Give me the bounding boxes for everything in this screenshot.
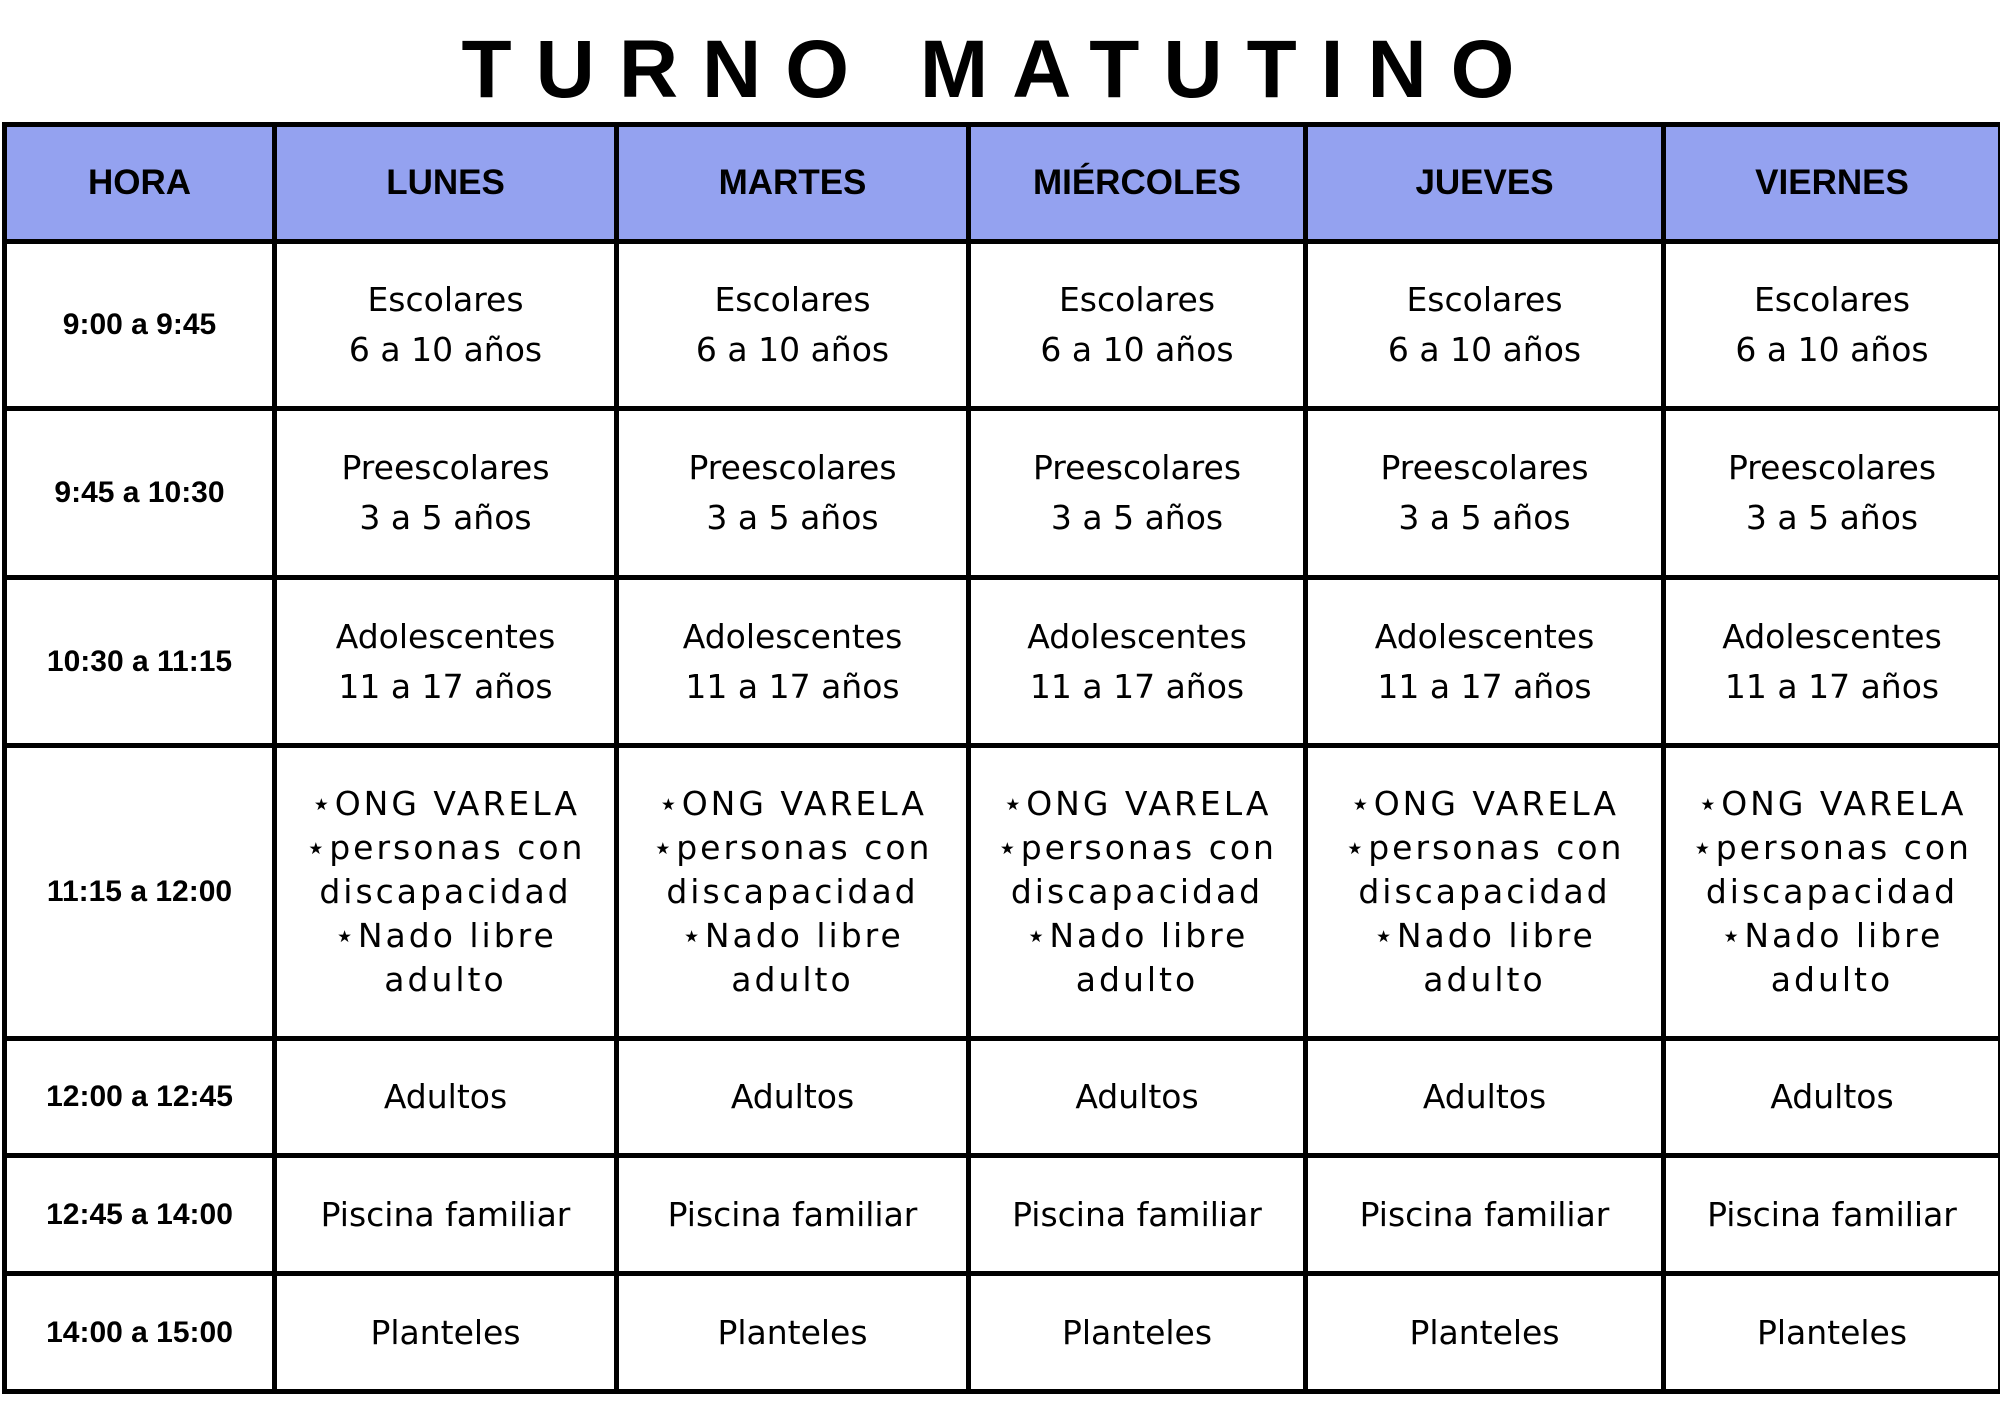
header-martes: MARTES <box>617 125 969 242</box>
activity-cell-martes <box>617 1274 969 1392</box>
activity-line: Escolares <box>714 280 871 319</box>
activity-cell-martes <box>617 242 969 409</box>
activity-line: Adultos <box>730 1077 855 1116</box>
activity-line: ⋆personas con <box>1692 828 1972 867</box>
activity-line: adulto <box>1770 960 1894 999</box>
activity-cell-jueves <box>1306 578 1664 746</box>
activity-line: 6 a 10 años <box>1387 330 1582 369</box>
header-miercoles: MIÉRCOLES <box>969 125 1306 242</box>
activity-cell-viernes <box>1664 409 2000 578</box>
activity-cell-martes <box>617 409 969 578</box>
activity-line: discapacidad <box>319 872 572 911</box>
header-viernes: VIERNES <box>1664 125 2000 242</box>
activity-line: 3 a 5 años <box>706 498 879 537</box>
activity-line: 3 a 5 años <box>1745 498 1919 537</box>
activity-line: Escolares <box>367 280 524 319</box>
table-row <box>5 242 2000 409</box>
activity-line: 11 a 17 años <box>1029 666 1245 706</box>
activity-line: Escolares <box>1058 280 1216 319</box>
hora-cell: 14:00 a 15:00 <box>5 1274 275 1392</box>
activity-line: Adultos <box>1770 1077 1894 1116</box>
activity-cell-miercoles <box>969 1274 1306 1392</box>
activity-line: Preescolares <box>1727 448 1937 487</box>
activity-line: 6 a 10 años <box>695 330 890 369</box>
activity-line: 11 a 17 años <box>1724 666 1940 706</box>
activity-cell-lunes <box>275 746 617 1039</box>
activity-line: Planteles <box>1756 1312 1908 1352</box>
page-title: TURNO MATUTINO <box>461 24 1539 115</box>
activity-line: 11 a 17 años <box>685 666 900 706</box>
activity-line: ⋆ONG VARELA <box>311 784 580 823</box>
activity-line: ⋆ONG VARELA <box>1350 784 1619 823</box>
activity-line: Adolescentes <box>1374 616 1595 656</box>
activity-cell-miercoles <box>969 409 1306 578</box>
activity-line: ⋆personas con <box>1344 828 1625 867</box>
activity-line: adulto <box>731 960 854 999</box>
activity-line: Piscina familiar <box>1707 1194 1957 1234</box>
activity-line: Piscina familiar <box>667 1194 918 1234</box>
activity-line: ⋆personas con <box>305 828 586 867</box>
activity-line: Escolares <box>1406 280 1563 319</box>
activity-cell-jueves <box>1306 746 1664 1039</box>
activity-cell-lunes <box>275 409 617 578</box>
activity-line: Piscina familiar <box>1012 1194 1262 1234</box>
activity-line: Preescolares <box>341 448 550 487</box>
activity-cell-viernes <box>1664 746 2000 1039</box>
activity-line: 3 a 5 años <box>1398 498 1571 537</box>
activity-line: ⋆ONG VARELA <box>658 784 927 823</box>
activity-line: 6 a 10 años <box>1735 330 1929 369</box>
activity-line: ⋆personas con <box>652 828 933 867</box>
activity-line: 3 a 5 años <box>1050 498 1224 537</box>
activity-line: Adultos <box>1075 1077 1199 1116</box>
activity-cell-martes <box>617 1156 969 1274</box>
activity-cell-viernes <box>1664 1156 2000 1274</box>
activity-cell-miercoles <box>969 1039 1306 1156</box>
activity-line: Adolescentes <box>682 616 903 656</box>
table-row <box>5 1039 2000 1156</box>
activity-line: ⋆ONG VARELA <box>1002 784 1272 823</box>
activity-line: discapacidad <box>1358 872 1611 911</box>
table-row <box>5 746 2000 1039</box>
activity-cell-jueves <box>1306 1274 1664 1392</box>
activity-line: 3 a 5 años <box>359 498 532 537</box>
activity-cell-miercoles <box>969 578 1306 746</box>
activity-cell-lunes <box>275 578 617 746</box>
activity-line: discapacidad <box>666 872 919 911</box>
activity-cell-lunes <box>275 1039 617 1156</box>
table-row <box>5 1156 2000 1274</box>
activity-line: discapacidad <box>1705 872 1959 911</box>
hora-cell: 12:00 a 12:45 <box>5 1039 275 1156</box>
activity-cell-viernes <box>1664 242 2000 409</box>
header-jueves: JUEVES <box>1306 125 1664 242</box>
activity-line: ⋆personas con <box>997 828 1277 867</box>
activity-cell-jueves <box>1306 1156 1664 1274</box>
activity-line: Adolescentes <box>1722 616 1942 656</box>
activity-line: ⋆ONG VARELA <box>1697 784 1967 823</box>
activity-cell-viernes <box>1664 1274 2000 1392</box>
table-row <box>5 578 2000 746</box>
activity-line: ⋆Nado libre <box>1720 916 1944 955</box>
table-row <box>5 1274 2000 1392</box>
activity-cell-miercoles <box>969 242 1306 409</box>
activity-line: 6 a 10 años <box>348 330 543 369</box>
activity-line: discapacidad <box>1010 872 1264 911</box>
schedule-table <box>2 122 2000 1394</box>
activity-cell-martes <box>617 746 969 1039</box>
activity-line: Adolescentes <box>1027 616 1247 656</box>
activity-cell-jueves <box>1306 409 1664 578</box>
activity-cell-martes <box>617 1039 969 1156</box>
activity-cell-jueves <box>1306 1039 1664 1156</box>
activity-cell-lunes <box>275 1156 617 1274</box>
activity-line: Adolescentes <box>335 616 556 656</box>
activity-cell-miercoles <box>969 746 1306 1039</box>
activity-cell-viernes <box>1664 578 2000 746</box>
activity-line: Planteles <box>370 1312 521 1352</box>
activity-line: ⋆Nado libre <box>681 916 904 955</box>
activity-line: Escolares <box>1753 280 1911 319</box>
hora-cell: 10:30 a 11:15 <box>5 578 275 746</box>
activity-line: Preescolares <box>1032 448 1242 487</box>
activity-cell-martes <box>617 578 969 746</box>
activity-line: Adultos <box>383 1077 508 1116</box>
activity-line: Planteles <box>1409 1312 1560 1352</box>
activity-line: adulto <box>384 960 507 999</box>
activity-line: Adultos <box>1422 1077 1547 1116</box>
activity-line: ⋆Nado libre <box>1373 916 1596 955</box>
activity-line: Piscina familiar <box>1359 1194 1610 1234</box>
activity-line: Preescolares <box>1380 448 1589 487</box>
header-lunes: LUNES <box>275 125 617 242</box>
activity-line: adulto <box>1075 960 1199 999</box>
activity-line: adulto <box>1423 960 1546 999</box>
activity-line: 11 a 17 años <box>1377 666 1592 706</box>
header-hora: HORA <box>5 125 275 242</box>
activity-cell-jueves <box>1306 242 1664 409</box>
activity-line: 11 a 17 años <box>338 666 553 706</box>
hora-cell: 12:45 a 14:00 <box>5 1156 275 1274</box>
activity-line: 6 a 10 años <box>1040 330 1234 369</box>
activity-line: Planteles <box>1061 1312 1213 1352</box>
header-row <box>5 125 2000 242</box>
hora-cell: 9:00 a 9:45 <box>5 242 275 409</box>
activity-cell-miercoles <box>969 1156 1306 1274</box>
activity-line: Preescolares <box>688 448 897 487</box>
activity-cell-lunes <box>275 1274 617 1392</box>
activity-line: ⋆Nado libre <box>1025 916 1249 955</box>
activity-line: ⋆Nado libre <box>334 916 557 955</box>
activity-line: Planteles <box>717 1312 868 1352</box>
activity-line: Piscina familiar <box>320 1194 571 1234</box>
activity-cell-lunes <box>275 242 617 409</box>
hora-cell: 9:45 a 10:30 <box>5 409 275 578</box>
activity-cell-viernes <box>1664 1039 2000 1156</box>
table-row <box>5 409 2000 578</box>
hora-cell: 11:15 a 12:00 <box>5 746 275 1039</box>
